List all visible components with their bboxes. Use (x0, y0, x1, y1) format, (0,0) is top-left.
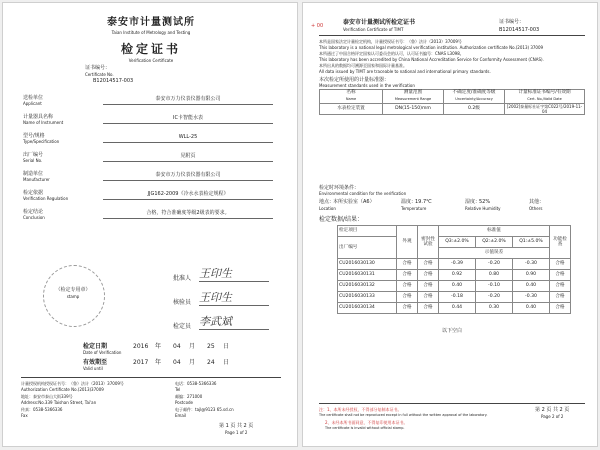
row-function: 合格 (550, 292, 571, 303)
cert-no-label: 证书编号： (499, 19, 525, 25)
results-head-q2: Q2:±2.0% (476, 237, 513, 248)
standards-head-uncertainty: 不确定度/准确度等级 (452, 90, 496, 95)
checker-label: 核验员 (173, 299, 192, 306)
env-humidity: 52% (479, 199, 491, 205)
standards-head-cert: 计量标准证书编号/有效期 (518, 90, 571, 95)
field-underline (103, 180, 273, 181)
field-label-conclusion-en: Conclusion (23, 215, 45, 220)
signature-line (199, 281, 269, 282)
row-serial: CU2016030134 (338, 303, 397, 314)
field-value-conclusion: 合格，符合准确度等级2级表的要求。 (146, 210, 230, 216)
field-label-serial: 出厂编号 (23, 152, 44, 158)
footer-address: 地址：泰安市泰山大街339号 (21, 394, 73, 399)
field-underline (103, 104, 273, 105)
row-serial: CU2016030133 (338, 292, 397, 303)
verifier-label: 检定员 (173, 323, 192, 330)
blank-below-note: 以下空白 (441, 328, 462, 334)
table-row (338, 270, 571, 281)
row-q2: -0.20 (476, 292, 513, 303)
row-serial: CU2016030131 (338, 270, 397, 281)
env-humidity-label: 湿度： (465, 199, 481, 205)
date-verify-month: 04 (173, 343, 181, 350)
verifier-signature: 李武斌 (199, 315, 232, 328)
field-label-regulation: 检定依据 (23, 190, 44, 196)
field-underline (103, 142, 273, 143)
signature-line (199, 329, 269, 330)
table-row (320, 104, 585, 115)
field-label-instrument: 计量器具名称 (23, 114, 54, 120)
certificate-page-1 (2, 2, 298, 447)
footer-fax-en: Fax (21, 413, 28, 418)
env-other-en: Others (529, 206, 543, 211)
standards-head-cert-en: Cert. No./Valid Date (527, 97, 562, 101)
row-seal: 合格 (418, 259, 439, 270)
row-q3: 0.44 (439, 303, 476, 314)
row-q3: -0.18 (439, 292, 476, 303)
cert-no: B12014517-003 (93, 78, 134, 84)
page-number: 第 1 页 共 2 页 (219, 423, 254, 429)
row-q2: -0.10 (476, 281, 513, 292)
footer-postcode-en: Postcode (175, 400, 194, 405)
results-table (337, 225, 571, 314)
unit-year: 年 (155, 359, 162, 366)
header-title: 泰安市计量测试所检定证书 (343, 19, 416, 26)
row-seal: 合格 (418, 281, 439, 292)
row-serial: CU2016030130 (338, 259, 397, 270)
note-line: 本所通过了中国合格评定国家认可委员会的认可，认可证书编号：CNAS L3098。 (319, 51, 464, 56)
page-number-en: Page 2 of 2 (541, 414, 564, 419)
footer-note-2-en: The certificate is invalid without official stamp. (325, 426, 405, 430)
table-header-row (338, 237, 571, 248)
env-title: 检定时环境条件： (319, 185, 360, 191)
footer-authorization: 计量授权机构授权证书号：（鲁）法计（2013）37009号 (21, 381, 124, 386)
unit-day: 日 (223, 343, 230, 350)
field-label-serial-en: Serial No. (23, 158, 43, 163)
field-label-applicant-en: Applicant (23, 101, 42, 106)
date-valid-day: 24 (207, 359, 215, 366)
institute-name-en: Taian Institute of Metrology and Testing (111, 30, 191, 35)
row-q3: 0.40 (439, 281, 476, 292)
unit-year: 年 (155, 343, 162, 350)
field-underline (103, 199, 273, 200)
standards-cell: 水表检定装置 (320, 104, 383, 115)
standards-head-name-en: Name (345, 97, 357, 101)
standards-cell: 0.2级 (444, 104, 505, 115)
table-row (338, 292, 571, 303)
document-title: 检定证书 (120, 42, 181, 56)
cert-no-label: 证书编号： (85, 65, 111, 71)
row-seal: 合格 (418, 303, 439, 314)
stamp-label: （检定专用章） (55, 287, 91, 293)
table-header-row (338, 226, 571, 237)
results-head-q3: Q3:±2.0% (439, 237, 476, 248)
institute-name: 泰安市计量测试所 (107, 17, 195, 28)
field-value-manufacturer: 泰安市万力仪表仪器有限公司 (155, 172, 221, 178)
env-location-label: 地点： (319, 199, 335, 205)
results-head-appearance: 外观 (397, 226, 418, 259)
table-row (338, 303, 571, 314)
field-value-type: WLL-25 (178, 134, 198, 140)
results-title: 检定数据/结果： (319, 216, 364, 223)
field-value-instrument: IC卡智能水表 (173, 115, 203, 121)
row-seal: 合格 (418, 270, 439, 281)
env-temp-en: Temperature (401, 206, 427, 211)
row-appearance: 合格 (397, 270, 418, 281)
note-line: All data issued by TIMT are traceable to national and international primary standards. (319, 69, 491, 74)
env-location: 本所实验室（A6） (333, 199, 375, 205)
row-function: 合格 (550, 303, 571, 314)
approver-label: 批准人 (173, 275, 192, 282)
row-appearance: 合格 (397, 281, 418, 292)
env-other-label: 其他： (529, 199, 545, 205)
field-label-type-en: Type/Specification (23, 139, 60, 144)
standards-head-range: 测量范围 (403, 90, 423, 95)
row-q3: 0.92 (439, 270, 476, 281)
field-underline (103, 123, 273, 124)
field-label-type: 型号/规格 (23, 133, 45, 139)
results-head-seal: 密封性试验 (418, 226, 439, 259)
footer-note-1-en: The certificate shall not be reproduced except in full without the written approval of the laboratory. (319, 413, 488, 417)
footer-fax: 传真：0538-5366336 (21, 407, 63, 412)
header-divider (319, 35, 585, 36)
date-valid-month: 04 (173, 359, 181, 366)
row-function: 合格 (550, 259, 571, 270)
cert-no-label-en: Certificate No. (85, 72, 114, 77)
row-function: 合格 (550, 281, 571, 292)
field-label-applicant: 送检单位 (23, 95, 44, 101)
field-label-regulation-en: Verification Regulation (23, 196, 69, 201)
date-valid-label-en: Valid until (83, 366, 103, 371)
results-head-serial: 出厂编号 (338, 237, 397, 259)
cert-no: B12014517-003 (499, 27, 540, 33)
results-head-standard: 标准值 (439, 226, 550, 237)
approver-signature: 王印生 (199, 267, 232, 280)
footer-divider (21, 377, 281, 378)
note-line: 本所出具的数据均可溯源至国家和国际计量基准。 (319, 63, 407, 68)
date-valid-year: 2017 (133, 359, 149, 366)
row-q3: -0.39 (439, 259, 476, 270)
results-head-item: 检定项目 (338, 226, 397, 237)
field-value-serial: 见附页 (180, 153, 196, 159)
date-verify-year: 2016 (133, 343, 149, 350)
note-line: This laboratory has been accredited by China National Accreditation Service for Conformity Assessment (CNAS). (319, 57, 544, 62)
field-label-manufacturer: 制造单位 (23, 171, 44, 177)
date-verify-label: 检定日期 (83, 343, 108, 350)
table-row (338, 281, 571, 292)
checker-signature: 王印生 (199, 291, 232, 304)
date-verify-day: 25 (207, 343, 215, 350)
standards-head-name: 名称 (346, 90, 356, 95)
corner-mark: + 00 (311, 23, 324, 29)
env-temp-label: 温度： (401, 199, 417, 205)
footer-email: 电子邮件：tajl@9123 65.sd.cn (175, 407, 234, 412)
certificate-page-2 (302, 2, 598, 447)
standards-title: 本次检定所使用的计量标准器： (319, 77, 390, 83)
page-number-en: Page 1 of 2 (225, 430, 248, 435)
field-label-instrument-en: Name of Instrument (23, 120, 64, 125)
env-location-en: Location (319, 206, 336, 211)
row-q2: 0.80 (476, 270, 513, 281)
document-title-en: Verification Certificate (128, 58, 174, 63)
footer-tel-en: Tel (175, 387, 181, 392)
standards-title-en: Measurement standards used in the verification (319, 83, 415, 88)
row-q2: 0.30 (476, 303, 513, 314)
footer-tel: 电话：0538-5366336 (175, 381, 217, 386)
note-line: 本所是国家法定计量检定机构，计量授权证书号：（鲁）法计（2013）37009号 (319, 39, 462, 44)
signature-line (199, 305, 269, 306)
standards-cell: [2002]泰量标社证字第C022号/2019-11-04 (505, 104, 585, 115)
field-underline (103, 161, 273, 162)
row-seal: 合格 (418, 292, 439, 303)
table-header-row (320, 90, 585, 104)
footer-divider (319, 403, 585, 404)
footer-email-en: Email (175, 413, 187, 418)
unit-month: 月 (189, 359, 196, 366)
stamp-label-en: stamp (66, 294, 80, 299)
footer-postcode: 邮编：271000 (175, 394, 203, 399)
row-function: 合格 (550, 270, 571, 281)
page-number: 第 2 页 共 2 页 (535, 407, 570, 413)
env-temp: 19.7℃ (415, 199, 432, 205)
standards-head-uncertainty-en: Uncertainty/Accuracy (455, 97, 493, 101)
table-row (338, 259, 571, 270)
footer-note-1: 注：1、本所未经授权，不得部分复制本证书。 (319, 407, 402, 412)
row-appearance: 合格 (397, 292, 418, 303)
field-value-applicant: 泰安市万力仪表仪器有限公司 (155, 96, 221, 102)
standards-head-range-en: Measurement Range (394, 97, 432, 101)
note-line: This laboratory is a national legal metrological verification institution. Authorization certificate No.(2013) 37009 (319, 45, 544, 50)
results-head-q1: Q1:±5.0% (513, 237, 550, 248)
row-q1: 0.90 (513, 270, 550, 281)
row-q2: -0.20 (476, 259, 513, 270)
field-underline (103, 218, 273, 219)
results-head-function: 功能检查 (550, 226, 571, 259)
results-head-error: 示值误差 (439, 248, 550, 259)
field-value-regulation: JJG162-2009《冷水水表检定规程》 (147, 191, 229, 197)
footer-address-en: Address:No.339 Taishan Street, Tai'an (21, 400, 97, 405)
standards-table (319, 89, 585, 115)
unit-day: 日 (223, 359, 230, 366)
header-title-en: Verification Certificate of TIMT (343, 27, 404, 32)
date-verify-label-en: Date of Verification (83, 350, 122, 355)
row-q1: -0.30 (513, 259, 550, 270)
row-q1: -0.30 (513, 292, 550, 303)
field-label-manufacturer-en: Manufacturer (23, 177, 50, 182)
footer-authorization-en: Authorization Certificate No.(2013)37009 (21, 387, 104, 392)
row-appearance: 合格 (397, 259, 418, 270)
env-title-en: Environmental condition for the verification (319, 191, 407, 196)
row-serial: CU2016030132 (338, 281, 397, 292)
unit-month: 月 (189, 343, 196, 350)
env-humidity-en: Relative Humidity (465, 206, 501, 211)
standards-cell: DN(15-150)mm (383, 104, 444, 115)
row-q1: 0.40 (513, 281, 550, 292)
footer-note-2: 2、未经本所书面同意，不得复印使用本证书。 (325, 420, 408, 425)
field-label-conclusion: 检定结论 (23, 209, 44, 215)
row-appearance: 合格 (397, 303, 418, 314)
row-q1: 0.40 (513, 303, 550, 314)
date-valid-label: 有效期至 (83, 359, 108, 366)
